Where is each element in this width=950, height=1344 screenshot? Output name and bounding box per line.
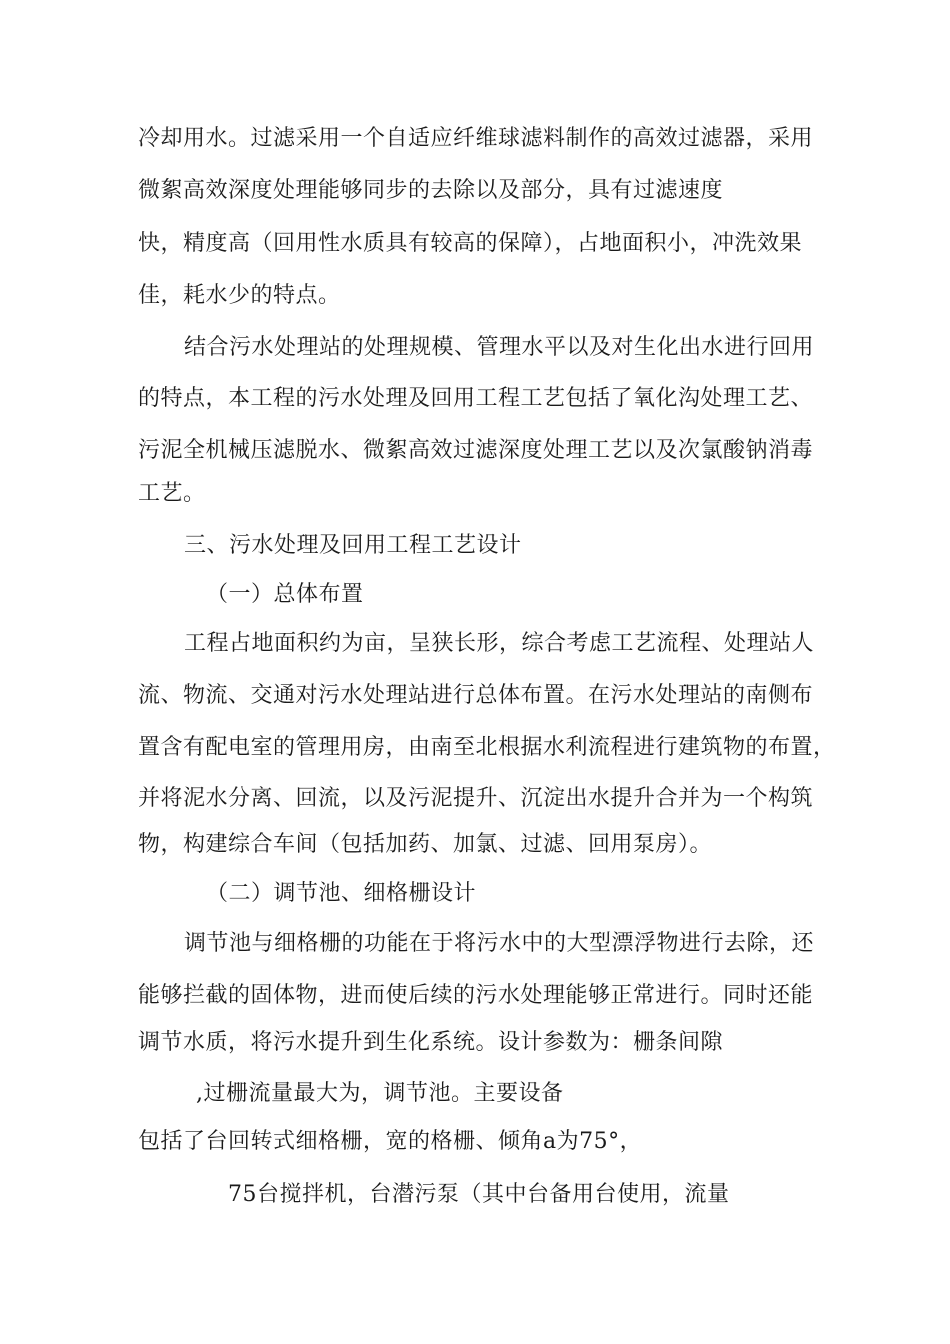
text-line: 调节水质，将污水提升到生化系统。设计参数为：栅条间隙: [138, 1030, 724, 1055]
text-line: ,过栅流量最大为，调节池。主要设备: [196, 1081, 564, 1106]
text-line: 流、物流、交通对污水处理站进行总体布置。在污水处理站的南侧布: [138, 683, 814, 708]
text-line: 结合污水处理站的处理规模、管理水平以及对生化出水进行回用: [184, 335, 815, 360]
subsection-heading: （一）总体布置: [206, 582, 364, 607]
text-line: 置含有配电室的管理用房，由南至北根据水利流程进行建筑物的布置，: [138, 735, 836, 760]
text-line: 能够拦截的固体物，进而使后续的污水处理能够正常进行。同时还能: [138, 983, 814, 1008]
text-line: 包括了台回转式细格栅，宽的格栅、倾角a为75°，: [138, 1129, 643, 1154]
text-line: 工程占地面积约为亩，呈狭长形，综合考虑工艺流程、处理站人: [184, 631, 815, 656]
text-line: 物，构建综合车间（包括加药、加氯、过滤、回用泵房）。: [138, 832, 713, 857]
text-line: 冷却用水。过滤采用一个自适应纤维球滤料制作的高效过滤器，采用: [138, 126, 814, 151]
section-heading: 三、污水处理及回用工程工艺设计: [184, 533, 522, 558]
text-line: 佳，耗水少的特点。: [138, 283, 341, 308]
text-line: 工艺。: [138, 481, 206, 506]
text-line: 快，精度高（回用性水质具有较高的保障），占地面积小，冲洗效果: [138, 231, 803, 256]
text-line: 的特点，本工程的污水处理及回用工程工艺包括了氧化沟处理工艺、: [138, 386, 814, 411]
subsection-heading: （二）调节池、细格栅设计: [206, 881, 477, 906]
text-line: 微絮高效深度处理能够同步的去除以及部分，具有过滤速度: [138, 178, 724, 203]
text-line: 并将泥水分离、回流，以及污泥提升、沉淀出水提升合并为一个构筑: [138, 786, 814, 811]
text-line: 75台搅拌机，台潜污泵（其中台备用台使用，流量: [228, 1182, 730, 1207]
text-line: 污泥全机械压滤脱水、微絮高效过滤深度处理工艺以及次氯酸钠消毒: [138, 438, 814, 463]
text-line: 调节池与细格栅的功能在于将污水中的大型漂浮物进行去除，还: [184, 931, 815, 956]
